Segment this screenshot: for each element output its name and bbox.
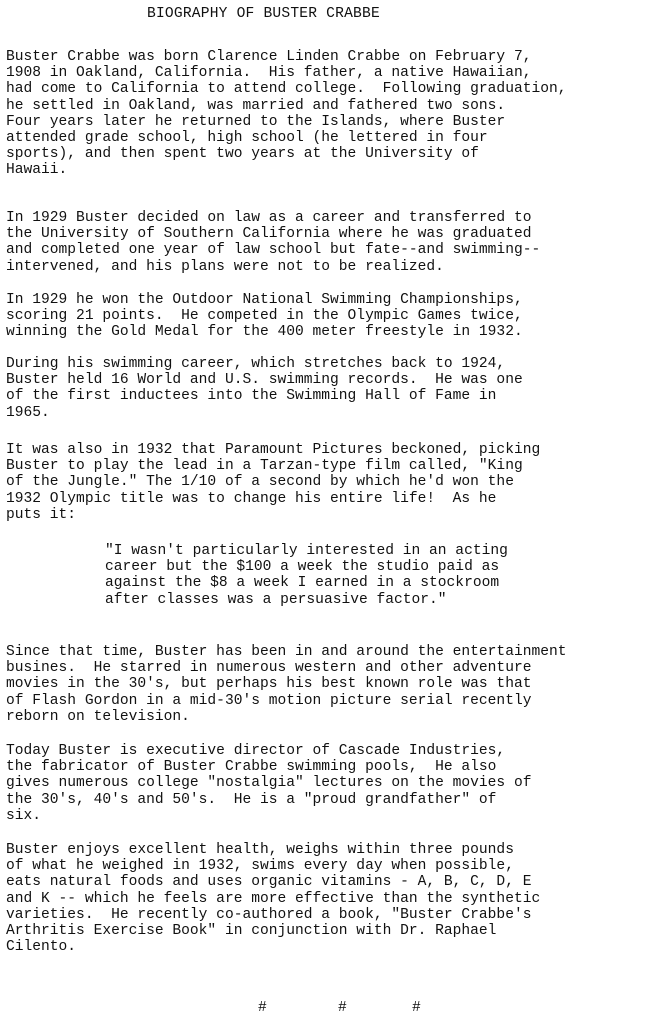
document-title: BIOGRAPHY OF BUSTER CRABBE [147,6,380,22]
paragraph-birth: Buster Crabbe was born Clarence Linden Crabbe on February 7, 1908 in Oakland, California. His father, a native Hawaiian, had come to California to attend college. Following graduation, he settled in Oakland, was married and fathered two sons. Four years later he returned to the Islands, where Buster attended grade school, high school (he lettered in four sports), and then spent two years at the University of Hawaii. [6,49,567,179]
paragraph-law-career: In 1929 Buster decided on law as a career and transferred to the University of Southern California where he was graduated and completed one year of law school but fate--and swimming-- intervened, and his plans were not to be realized. [6,210,541,275]
block-quote: "I wasn't particularly interested in an acting career but the $100 a week the studio paid as against the $8 a week I earned in a stockroom after classes was a persuasive factor." [105,543,508,608]
end-marks [0,1000,663,1020]
end-mark: # [258,1000,267,1016]
paragraph-championships: In 1929 he won the Outdoor National Swimming Championships, scoring 21 points. He competed in the Olympic Games twice, winning the Gold Medal for the 400 meter freestyle in 1932. [6,292,523,341]
paragraph-swimming-records: During his swimming career, which stretches back to 1924, Buster held 16 World and U.S. swimming records. He was one of the first inductees into the Swimming Hall of Fame in 1965. [6,356,523,421]
paragraph-health: Buster enjoys excellent health, weighs within three pounds of what he weighed in 1932, swims every day when possible, eats natural foods and uses organic vitamins - A, B, C, D, E and K -- which he feels are more effective than the synthetic varieties. He recently co-authored a book, "Buster Crabbe's Arthritis Exercise Book" in conjunction with Dr. Raphael Cilento. [6,842,541,956]
paragraph-entertainment: Since that time, Buster has been in and around the entertainment busines. He starred in numerous western and other adventure movies in the 30's, but perhaps his best known role was that of Flash Gordon in a mid-30's motion picture serial recently reborn on television. [6,644,567,725]
end-mark: # [412,1000,421,1016]
paragraph-paramount: It was also in 1932 that Paramount Pictures beckoned, picking Buster to play the lead in a Tarzan-type film called, "King of the Jungle." The 1/10 of a second by which he'd won the 1932 Olympic title was to change his entire life! As he puts it: [6,442,541,523]
end-mark: # [338,1000,347,1016]
paragraph-cascade: Today Buster is executive director of Cascade Industries, the fabricator of Buster Crabbe swimming pools, He also gives numerous college "nostalgia" lectures on the movies of the 30's, 40's and 50's. He is a "proud grandfather" of six. [6,743,532,824]
